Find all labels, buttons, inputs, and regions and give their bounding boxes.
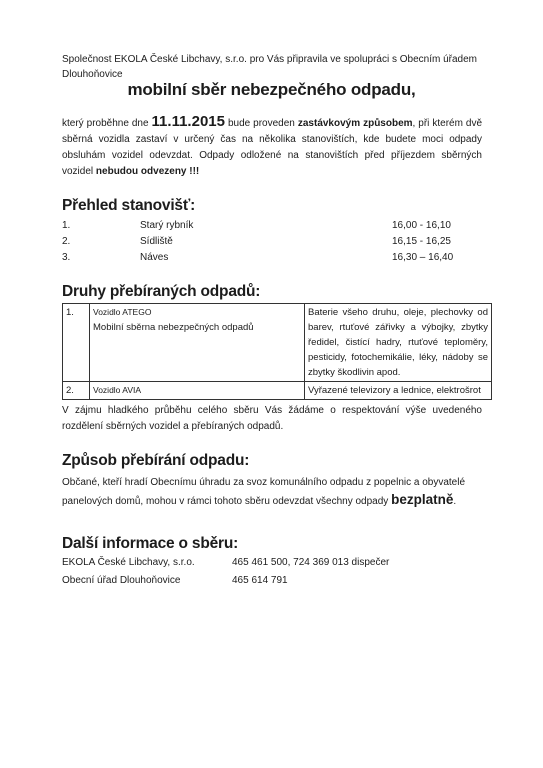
collection-method: zastávkovým způsobem [297, 118, 413, 129]
contact-row [62, 557, 482, 575]
intro-line-2: Dlouhoňovice [62, 69, 123, 80]
collection-date: 11.11.2015 [151, 113, 225, 130]
vehicle-cell [90, 304, 305, 382]
vehicle-name: Vozidlo ATEGO [93, 307, 152, 317]
stop-place: Starý rybník [140, 220, 194, 231]
vehicle-name: Vozidlo AVIA [93, 385, 142, 395]
vehicle-cell [90, 382, 305, 400]
table-row [63, 304, 492, 382]
stop-row [62, 236, 482, 252]
table-row [63, 382, 492, 400]
stop-place: Náves [140, 252, 169, 263]
stops-heading: Přehled stanovišť: [62, 197, 196, 214]
vehicle-note: Mobilní sběrna nebezpečných odpadů [93, 322, 254, 333]
free-of-charge: bezplatně [391, 492, 454, 507]
document-title: mobilní sběr nebezpečného odpadu, [127, 80, 416, 99]
announcement-paragraph [62, 114, 482, 180]
info-heading: Další informace o sběru: [62, 535, 239, 552]
stop-number: 2. [62, 236, 71, 247]
announcement-part-1: který proběhne dne [62, 118, 149, 129]
stop-time: 16,00 - 16,10 [392, 220, 451, 231]
stop-time: 16,30 – 16,40 [392, 252, 454, 263]
row-number: 2. [63, 382, 90, 400]
stop-time: 16,15 - 16,25 [392, 236, 451, 247]
citizens-paragraph [62, 474, 482, 510]
stops-list [62, 220, 482, 268]
contacts-list [62, 557, 482, 593]
announcement-part-3: , při kterém dvě sběrná vozidla zastaví v určený čas na několika stanovištích, kde budete moci odpady obsluhám vozidel odevzdat. Odpady odložené na stanovištích před příjezdem sběrných vozidel [62, 118, 483, 177]
citizens-text: Občané, kteří hradí Obecnímu úhradu za svoz komunálního odpadu z popelnic a obyvatelé panelových domů, mohou v rámci tohoto sběru odevzdat všechny odpady [62, 477, 466, 507]
request-paragraph: V zájmu hladkého průběhu celého sběru Vás žádáme o respektování výše uvedeného rozdělení sběrných vozidel a přebíraných odpadů. [62, 405, 482, 432]
waste-items: Baterie všeho druhu, oleje, plechovky od barev, rtuťové zářivky a výbojky, zbytky ředidel, čistící hadry, rtuťové teploměry, pesticidy, fotochemikálie, léky, nádoby se zbytky škodlivin apod. [305, 304, 492, 382]
waste-items: Vyřazené televizory a lednice, elektrošrot [305, 382, 492, 400]
announcement-warning: nebudou odvezeny !!! [95, 166, 200, 177]
method-heading: Způsob přebírání odpadu: [62, 452, 250, 469]
contact-organization: EKOLA České Libchavy, s.r.o. [62, 557, 195, 568]
stop-row [62, 252, 482, 268]
waste-table [62, 303, 492, 400]
stop-place: Sídliště [140, 236, 173, 247]
stop-row [62, 220, 482, 236]
intro-line-1: Společnost EKOLA České Libchavy, s.r.o. pro Vás připravila ve spolupráci s Obecním úřadem [62, 54, 478, 65]
citizens-end: . [453, 496, 457, 507]
announcement-part-2: bude proveden [227, 118, 295, 129]
intro-text [62, 52, 492, 82]
contact-row [62, 575, 482, 593]
waste-heading: Druhy přebíraných odpadů: [62, 283, 261, 300]
row-number: 1. [63, 304, 90, 382]
contact-organization: Obecní úřad Dlouhoňovice [62, 575, 181, 586]
contact-phone: 465 461 500, 724 369 013 dispečer [232, 557, 390, 568]
stop-number: 3. [62, 252, 71, 263]
contact-phone: 465 614 791 [232, 575, 288, 586]
stop-number: 1. [62, 220, 71, 231]
